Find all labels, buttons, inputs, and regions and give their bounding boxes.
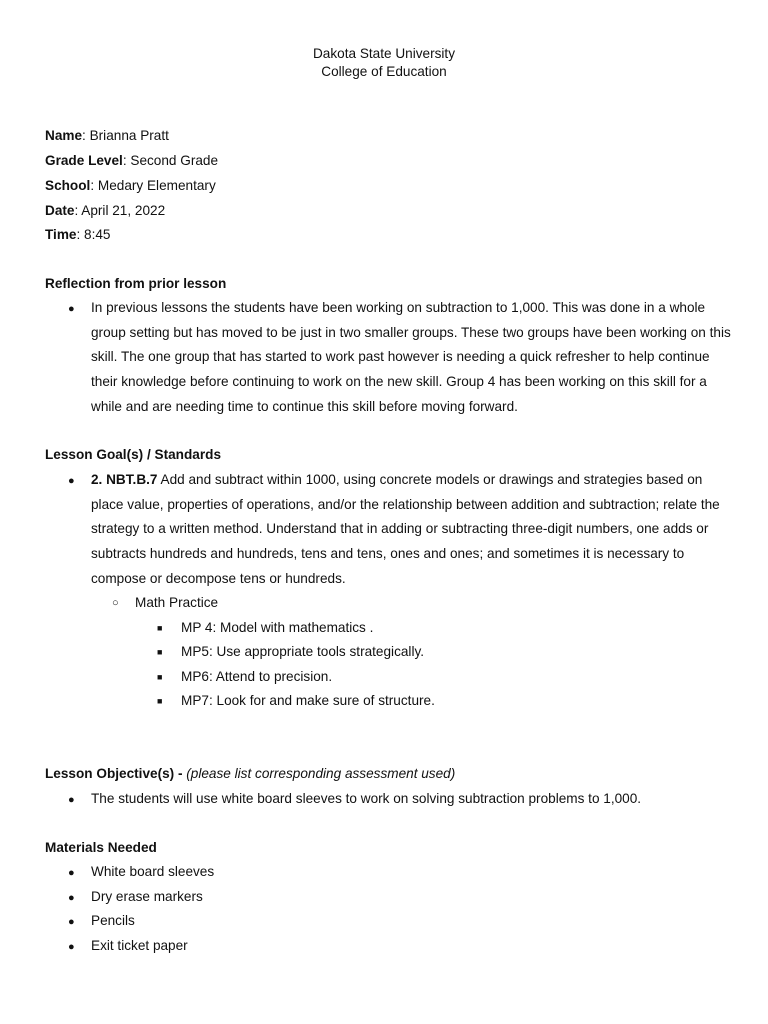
standard-code: 2. NBT.B.7 xyxy=(91,472,158,487)
school-label: School xyxy=(45,178,91,193)
school-field xyxy=(45,178,216,193)
date-value: : April 21, 2022 xyxy=(74,203,166,218)
grade-level-field xyxy=(45,153,218,168)
objectives-title: Lesson Objective(s) - xyxy=(45,766,187,781)
name-value: : Brianna Pratt xyxy=(82,128,169,143)
bullet-icon: ● xyxy=(68,916,75,928)
material-item: Dry erase markers xyxy=(91,889,203,904)
material-item: White board sleeves xyxy=(91,864,215,879)
grade-level-label: Grade Level xyxy=(45,153,123,168)
bullet-icon: ● xyxy=(68,941,75,953)
standard-text: Add and subtract within 1000, using concrete models or drawings and strategies based on place value, properties of operations, and/or the relationship between addition and subtraction; relate the strategy to a written method. Understand that in adding or subtracting three-digit numbers, one adds or subtracts hundreds and hundreds, tens and tens, ones and ones; and sometimes it is necessary to compose or decompose tens or hundreds. xyxy=(91,472,720,586)
school-value: : Medary Elementary xyxy=(90,178,216,193)
grade-level-value: : Second Grade xyxy=(122,153,219,168)
time-field xyxy=(45,227,111,242)
bullet-icon: ● xyxy=(68,303,75,315)
reflection-text: In previous lessons the students have been working on subtraction to 1,000. This was done in a whole group setting but has moved to be just in two smaller groups. These two groups have been working on this skill. The one group that has started to work past however is needing a quick refresher to help continue their knowledge before continuing to work on the new skill. Group 4 has been working on this skill for a while and are needing time to continue this skill before moving forward. xyxy=(91,300,731,414)
circle-bullet-icon: ○ xyxy=(112,597,119,609)
date-label: Date xyxy=(45,203,75,218)
name-label: Name xyxy=(45,128,83,143)
document-header xyxy=(0,45,768,81)
bullet-icon: ● xyxy=(68,794,75,806)
practice-item: MP7: Look for and make sure of structure. xyxy=(181,693,435,708)
objectives-note: (please list corresponding assessment used) xyxy=(186,766,456,781)
math-practice-label: Math Practice xyxy=(135,595,219,610)
bullet-icon: ● xyxy=(68,867,75,879)
material-item: Pencils xyxy=(91,913,135,928)
time-label: Time xyxy=(45,227,77,242)
reflection-heading: Reflection from prior lesson xyxy=(45,276,227,291)
square-bullet-icon: ■ xyxy=(157,672,163,682)
square-bullet-icon: ■ xyxy=(157,623,163,633)
practice-item: MP6: Attend to precision. xyxy=(181,669,333,684)
time-value: : 8:45 xyxy=(76,227,111,242)
standard-paragraph xyxy=(91,468,731,592)
materials-heading: Materials Needed xyxy=(45,840,157,855)
bullet-icon: ● xyxy=(68,475,75,487)
objective-item: The students will use white board sleeves to work on solving subtraction problems to 1,000. xyxy=(91,791,642,806)
bullet-icon: ● xyxy=(68,892,75,904)
practice-item: MP 4: Model with mathematics . xyxy=(181,620,374,635)
university-name: Dakota State University xyxy=(312,46,456,61)
objectives-heading xyxy=(45,766,455,781)
date-field xyxy=(45,203,165,218)
name-field xyxy=(45,128,169,143)
goals-heading: Lesson Goal(s) / Standards xyxy=(45,447,222,462)
practice-item: MP5: Use appropriate tools strategically. xyxy=(181,644,425,659)
college-name: College of Education xyxy=(321,64,447,79)
square-bullet-icon: ■ xyxy=(157,647,163,657)
material-item: Exit ticket paper xyxy=(91,938,188,953)
square-bullet-icon: ■ xyxy=(157,696,163,706)
